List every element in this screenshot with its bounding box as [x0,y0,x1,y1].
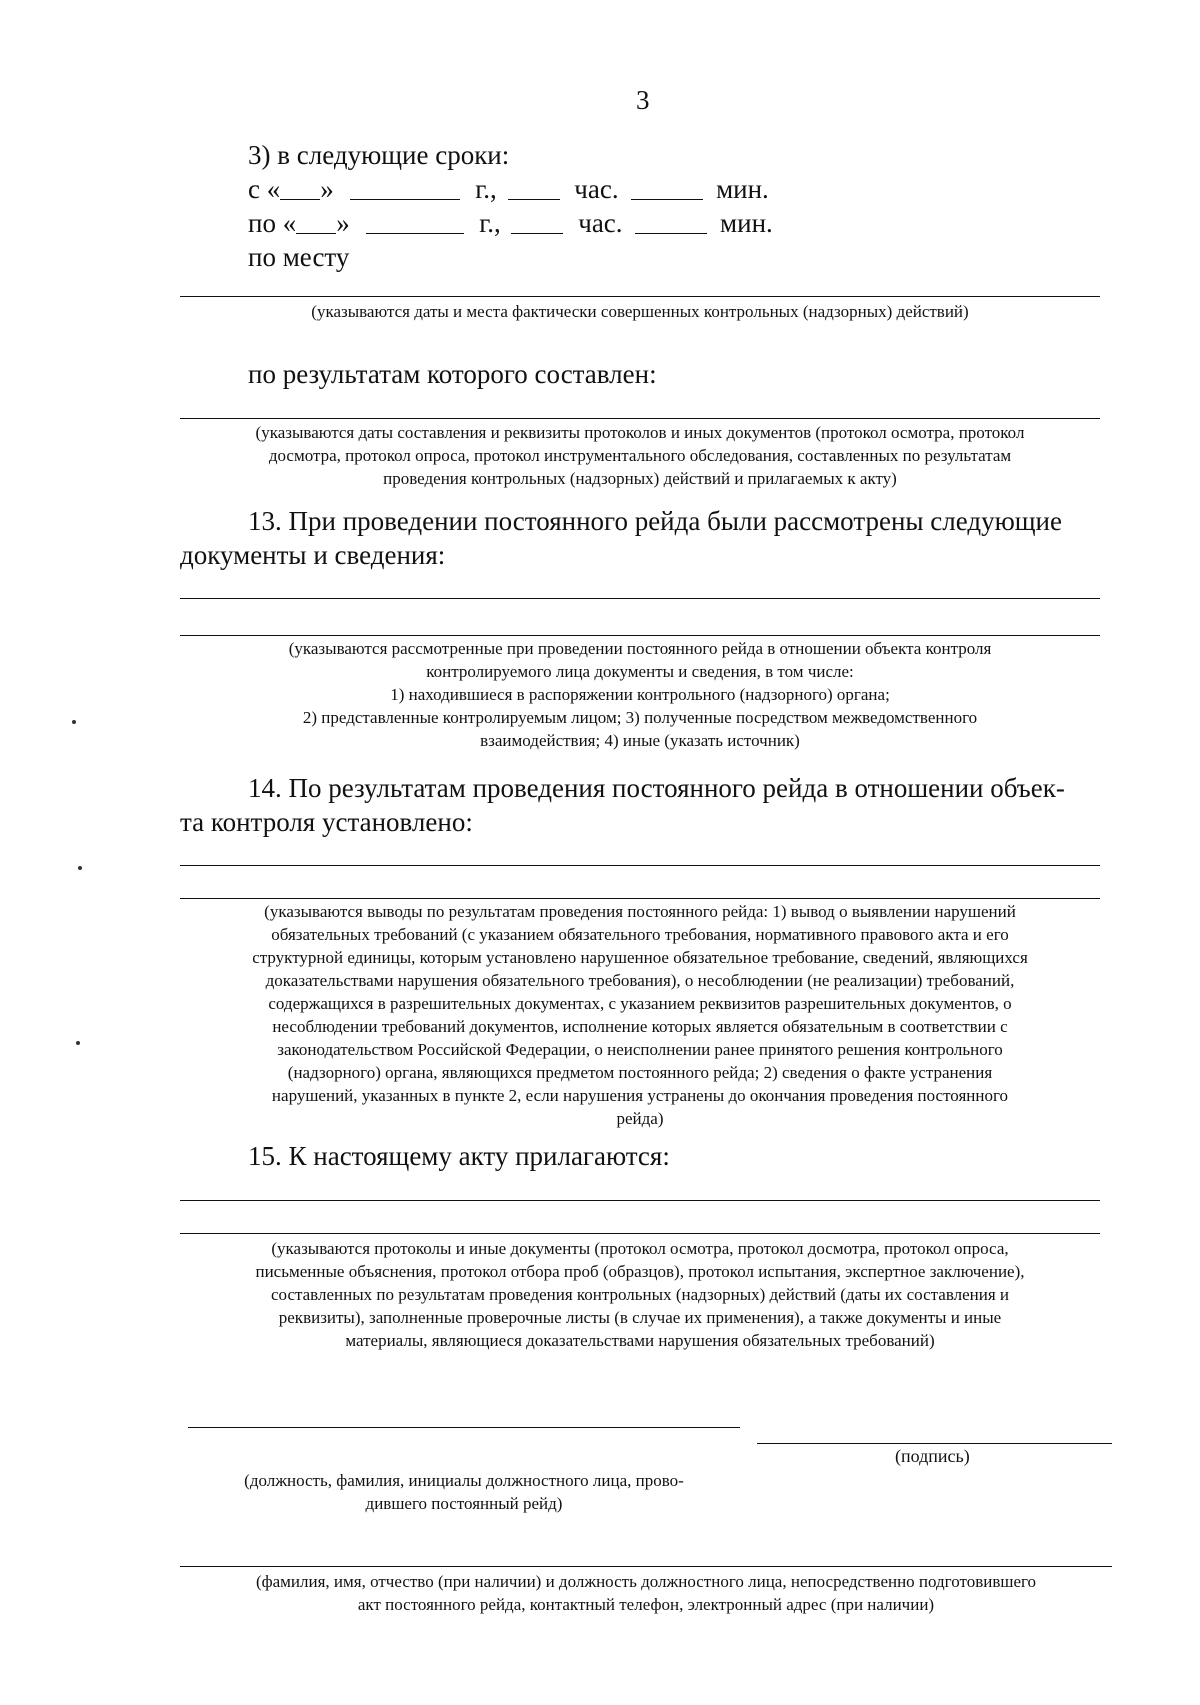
item14-note [180,900,1100,1130]
item15-note-line: составленных по результатам проведения контрольных (надзорных) действий (даты их составления и [270,1285,1010,1304]
item15-line-b[interactable] [180,1233,1100,1234]
result-line[interactable] [180,418,1100,419]
position-note-line: (должность, фамилия, инициалы должностного лица, прово- [244,1471,684,1490]
preparer-note-line: акт постоянного рейда, контактный телефон, электронный адрес (при наличии) [357,1595,935,1614]
result-note-line: досмотра, протокол опроса, протокол инструментального обследования, составленных по результатам [268,446,1012,465]
from-minutes-label: мин. [716,174,769,204]
to-month-field[interactable] [366,209,464,234]
item15-note-line: (указываются протоколы и иные документы (протокол осмотра, протокол досмотра, протокол опроса, [271,1239,1009,1258]
item14-line-1: 14. По результатам проведения постоянного рейда в отношении объек- [248,773,1065,803]
item15-note-line: письменные объяснения, протокол отбора проб (образцов), протокол испытания, экспертное заключение), [255,1262,1025,1281]
signature-note: (подпись) [895,1446,970,1466]
item15-note [180,1237,1100,1352]
page-number: 3 [636,85,650,115]
item14-note-line: структурной единицы, которым установлено нарушенное обязательное требование, сведений, являющихся [252,948,1028,967]
result-label: по результатам которого составлен: [248,359,657,389]
item15-note-line: материалы, являющиеся доказательствами нарушения обязательных требований) [345,1331,935,1350]
scan-speck [78,866,82,870]
date-from-row [248,172,769,206]
item13-note-line: 1) находившиеся в распоряжении контрольного (надзорного) органа; [390,685,890,704]
item14-note-line: законодательством Российской Федерации, о неисполнении ранее принятого решения контрольного [277,1040,1003,1059]
item14-note-line: (указываются выводы по результатам проведения постоянного рейда: 1) вывод о выявлении нарушений [264,902,1016,921]
to-hours-label: час. [578,208,623,238]
preparer-line[interactable] [180,1566,1112,1567]
item14-note-line: рейда) [616,1109,664,1128]
result-note-line: (указываются даты составления и реквизиты протоколов и иных документов (протокол осмотра, протокол [255,423,1025,442]
item13-note-line: 2) представленные контролируемым лицом; 3) полученные посредством межведомственного [302,708,978,727]
from-prefix: с « [248,174,281,204]
item13-line-1: 13. При проведении постоянного рейда были рассмотрены следующие [248,506,1062,536]
scan-speck [76,1041,80,1045]
to-quote-close: » [336,208,350,238]
date-to-row [248,206,773,240]
from-year-suffix: г., [475,174,497,204]
to-prefix: по « [248,208,297,238]
item15-line-a[interactable] [180,1200,1100,1201]
item13-note-line: контролируемого лица документы и сведения, в том числе: [426,662,854,681]
item14-line-a[interactable] [180,865,1100,866]
item14-note-line: обязательных требований (с указанием обязательного требования, нормативного правового акта и его [271,925,1009,944]
from-hours-field[interactable] [508,175,560,200]
item14-note-line: (надзорного) органа, являющихся предметом постоянного рейда; 2) сведения о факте устранения [287,1063,993,1082]
to-minutes-label: мин. [720,208,773,238]
to-day-field[interactable] [296,209,336,234]
to-hours-field[interactable] [511,209,563,234]
signature-line[interactable] [757,1443,1112,1444]
item14-note-line: нарушений, указанных в пункте 2, если нарушения устранены до окончания проведения постоянного [271,1086,1009,1105]
place-line[interactable] [180,296,1100,297]
to-year-suffix: г., [479,208,501,238]
preparer-note-line: (фамилия, имя, отчество (при наличии) и должность должностного лица, непосредственно подготовившего [255,1572,1037,1591]
section3-heading: 3) в следующие сроки: [248,140,510,170]
preparer-note [180,1570,1112,1616]
item15-heading: 15. К настоящему акту прилагаются: [248,1141,670,1171]
item13-line-b[interactable] [180,635,1100,636]
from-quote-close: » [320,174,334,204]
item14-line-b[interactable] [180,898,1100,899]
item15-note-line: реквизиты), заполненные проверочные листы (в случае их применения), а также документы и иные [278,1308,1002,1327]
item13-note [180,637,1100,752]
from-day-field[interactable] [280,175,320,200]
item13-note-line: (указываются рассмотренные при проведении постоянного рейда в отношении объекта контроля [288,639,992,658]
item14-line-2: та контроля установлено: [180,807,473,837]
scan-speck [72,720,76,724]
item13-note-line: взаимодействия; 4) иные (указать источник) [480,731,800,750]
item14-note-line: несоблюдении требований документов, исполнение которых является обязательным в соответствии с [272,1017,1008,1036]
place-note: (указываются даты и места фактически совершенных контрольных (надзорных) действий) [311,302,969,321]
position-note-line: дившего постоянный рейд) [365,1494,563,1513]
item14-note-line: содержащихся в разрешительных документах, с указанием реквизитов разрешительных документов, о [268,994,1012,1013]
result-note [180,421,1100,490]
position-note [188,1469,740,1515]
position-line[interactable] [188,1427,740,1428]
to-minutes-field[interactable] [635,209,707,234]
item13-line-2: документы и сведения: [180,540,446,570]
result-note-line: проведения контрольных (надзорных) действий и прилагаемых к акту) [383,469,897,488]
place-label: по месту [248,242,350,272]
from-minutes-field[interactable] [631,175,703,200]
from-month-field[interactable] [350,175,460,200]
item14-note-line: доказательствами нарушения обязательного требования), о несоблюдении (не реализации) требований, [265,971,1015,990]
item13-line-a[interactable] [180,598,1100,599]
from-hours-label: час. [574,174,619,204]
